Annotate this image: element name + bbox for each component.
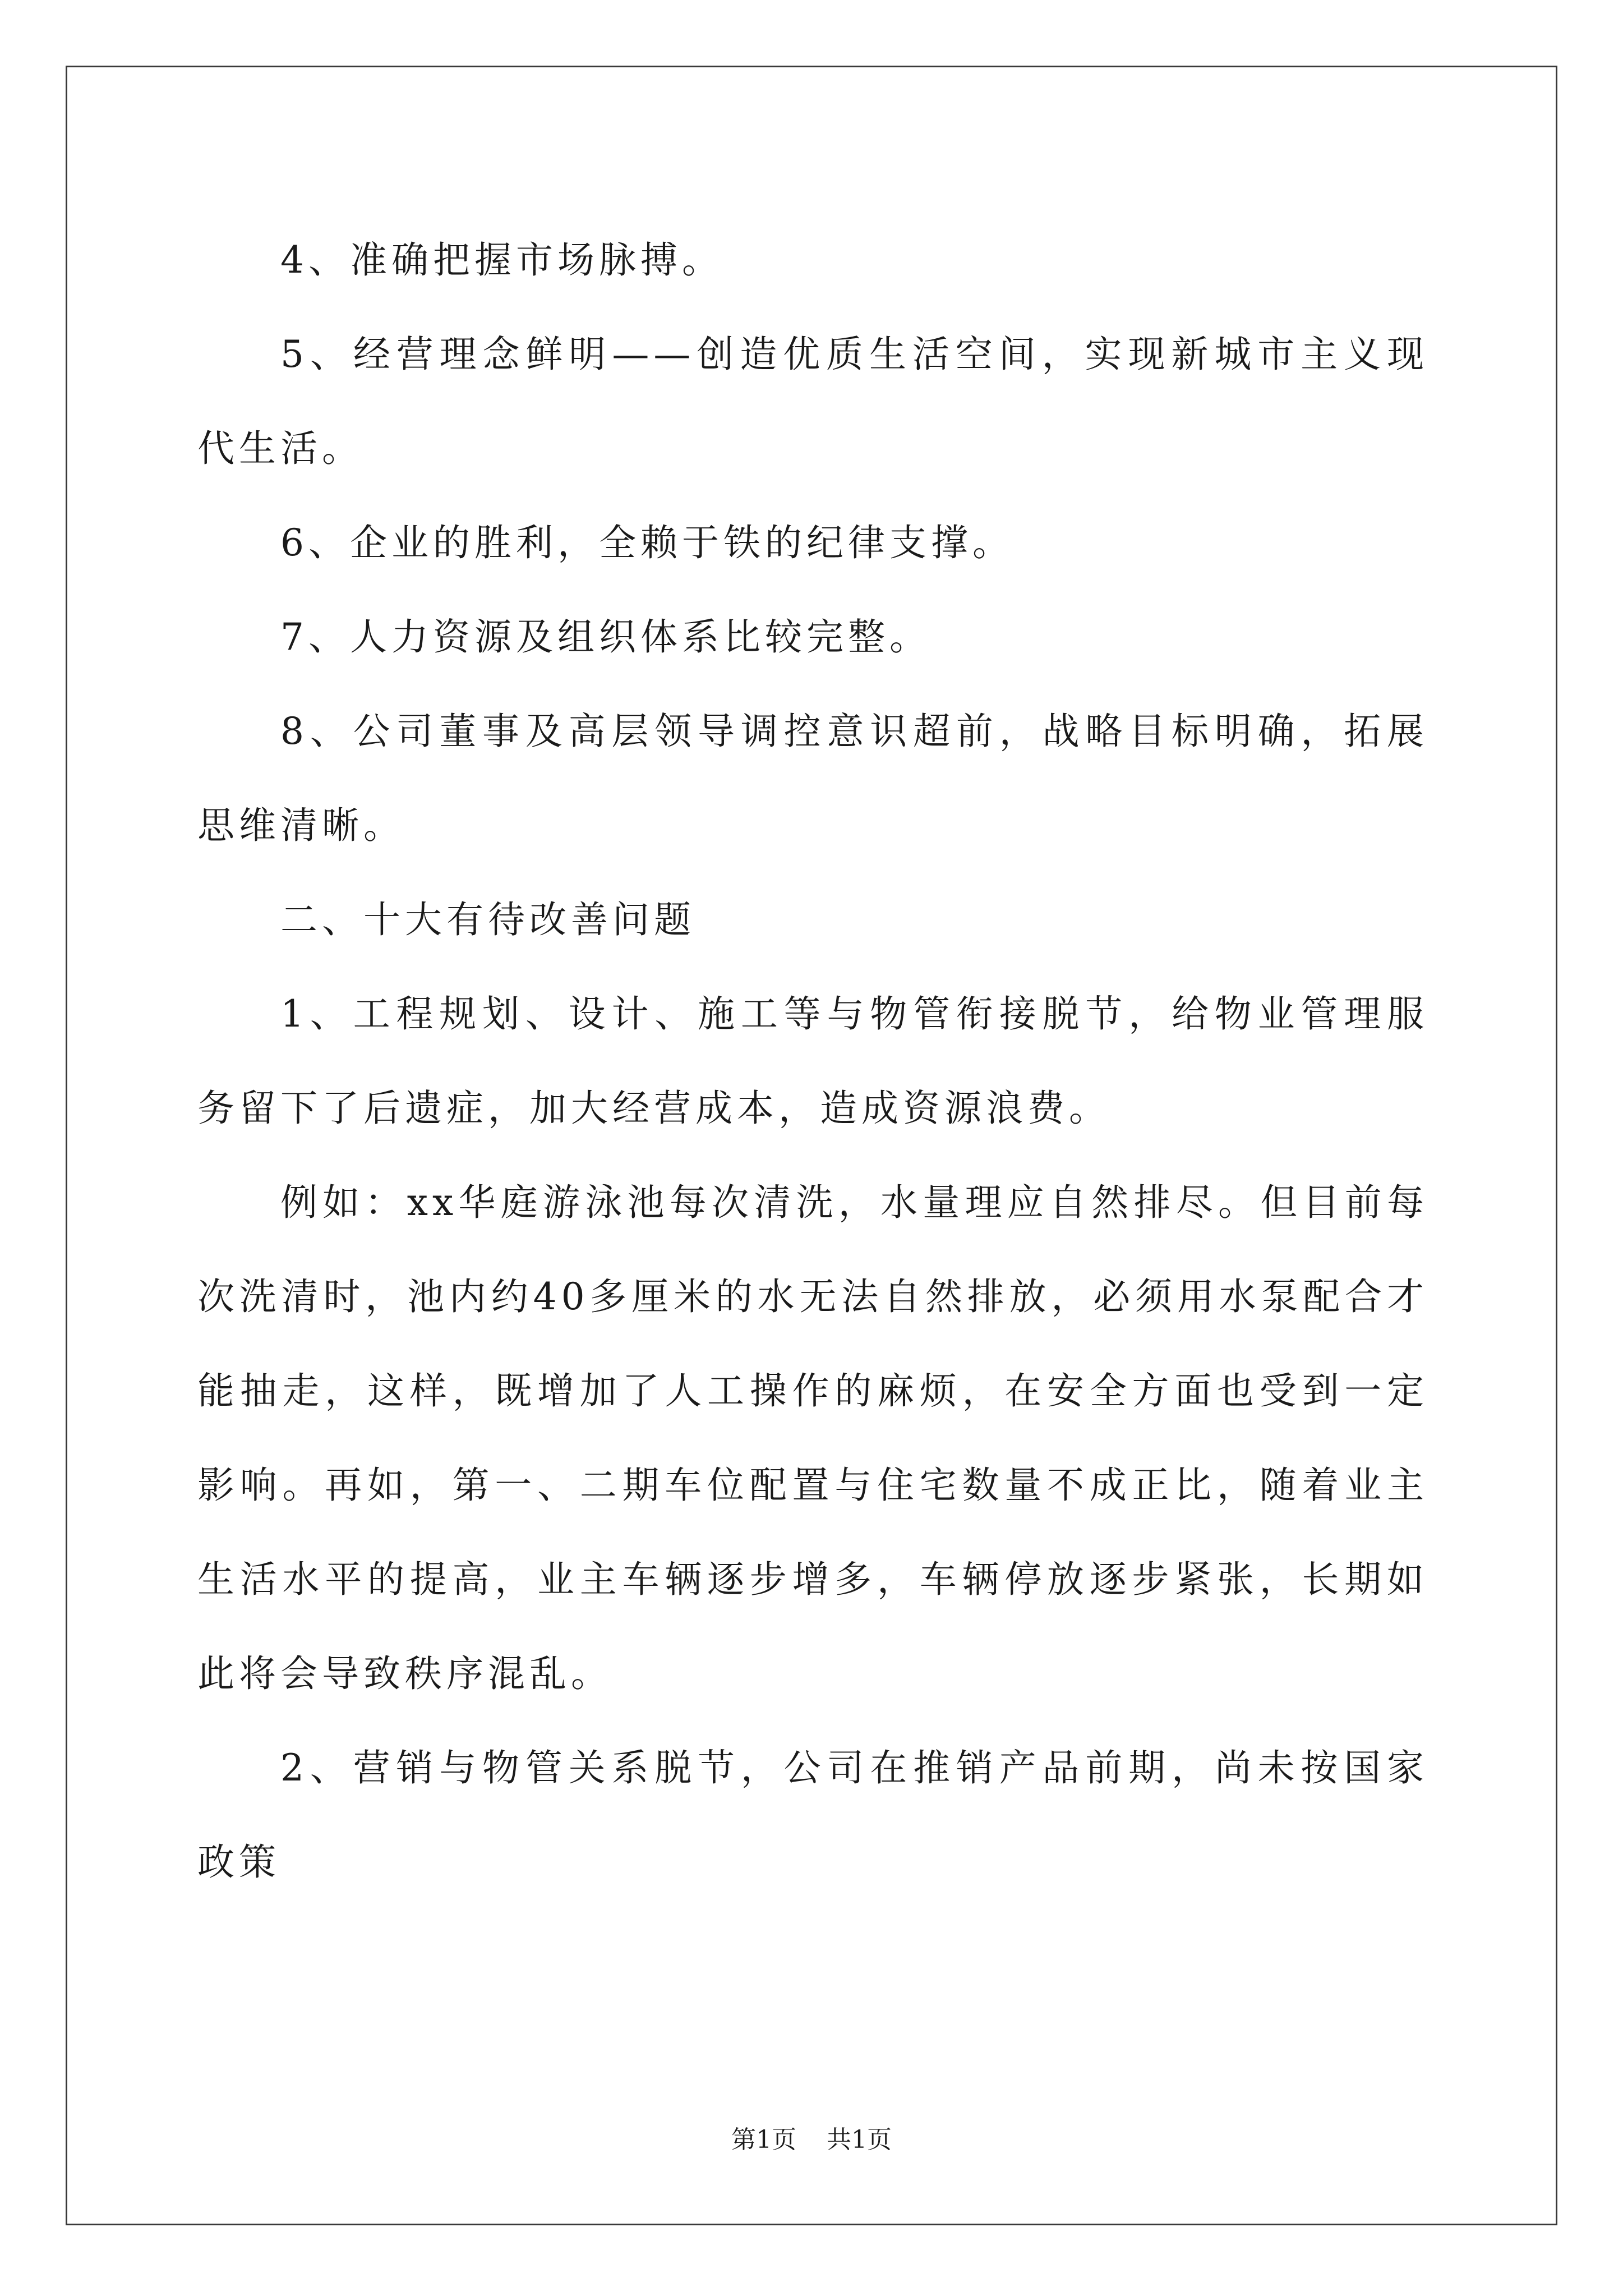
document-body — [197, 213, 1428, 1910]
section-heading: 二、十大有待改善问题 — [280, 898, 695, 941]
paragraph-1: 4、准确把握市场脉搏。 — [280, 238, 723, 282]
paragraph-4: 7、人力资源及组织体系比较完整。 — [280, 615, 931, 659]
page-footer — [0, 2119, 1623, 2155]
paragraph-5: 8、公司董事及高层领导调控意识超前，战略目标明确，拓展思维清晰。 — [197, 710, 1428, 847]
paragraph-2: 5、经营理念鲜明——创造优质生活空间，实现新城市主义现代生活。 — [197, 333, 1428, 470]
paragraph-7: 例如：xx华庭游泳池每次清洗，水量理应自然排尽。但目前每次洗清时，池内约40多厘米的水无法自然排放，必须用水泵配合才能抽走，这样，既增加了人工操作的麻烦，在安全方面也受到一定影响。再如，第一、二期车位配置与住宅数量不成正比，随着业主生活水平的提高，业主车辆逐步增多，车辆停放逐步紧张，长期如此将会导致秩序混乱。 — [197, 1181, 1428, 1695]
paragraph-3: 6、企业的胜利，全赖于铁的纪律支撑。 — [280, 521, 1014, 564]
page-total: 共1页 — [827, 2125, 892, 2154]
page-number: 第1页 — [731, 2125, 796, 2154]
paragraph-8: 2、营销与物管关系脱节，公司在推销产品前期，尚未按国家政策 — [197, 1746, 1428, 1884]
paragraph-6: 1、工程规划、设计、施工等与物管衔接脱节，给物业管理服务留下了后遗症，加大经营成本，造成资源浪费。 — [197, 992, 1428, 1130]
